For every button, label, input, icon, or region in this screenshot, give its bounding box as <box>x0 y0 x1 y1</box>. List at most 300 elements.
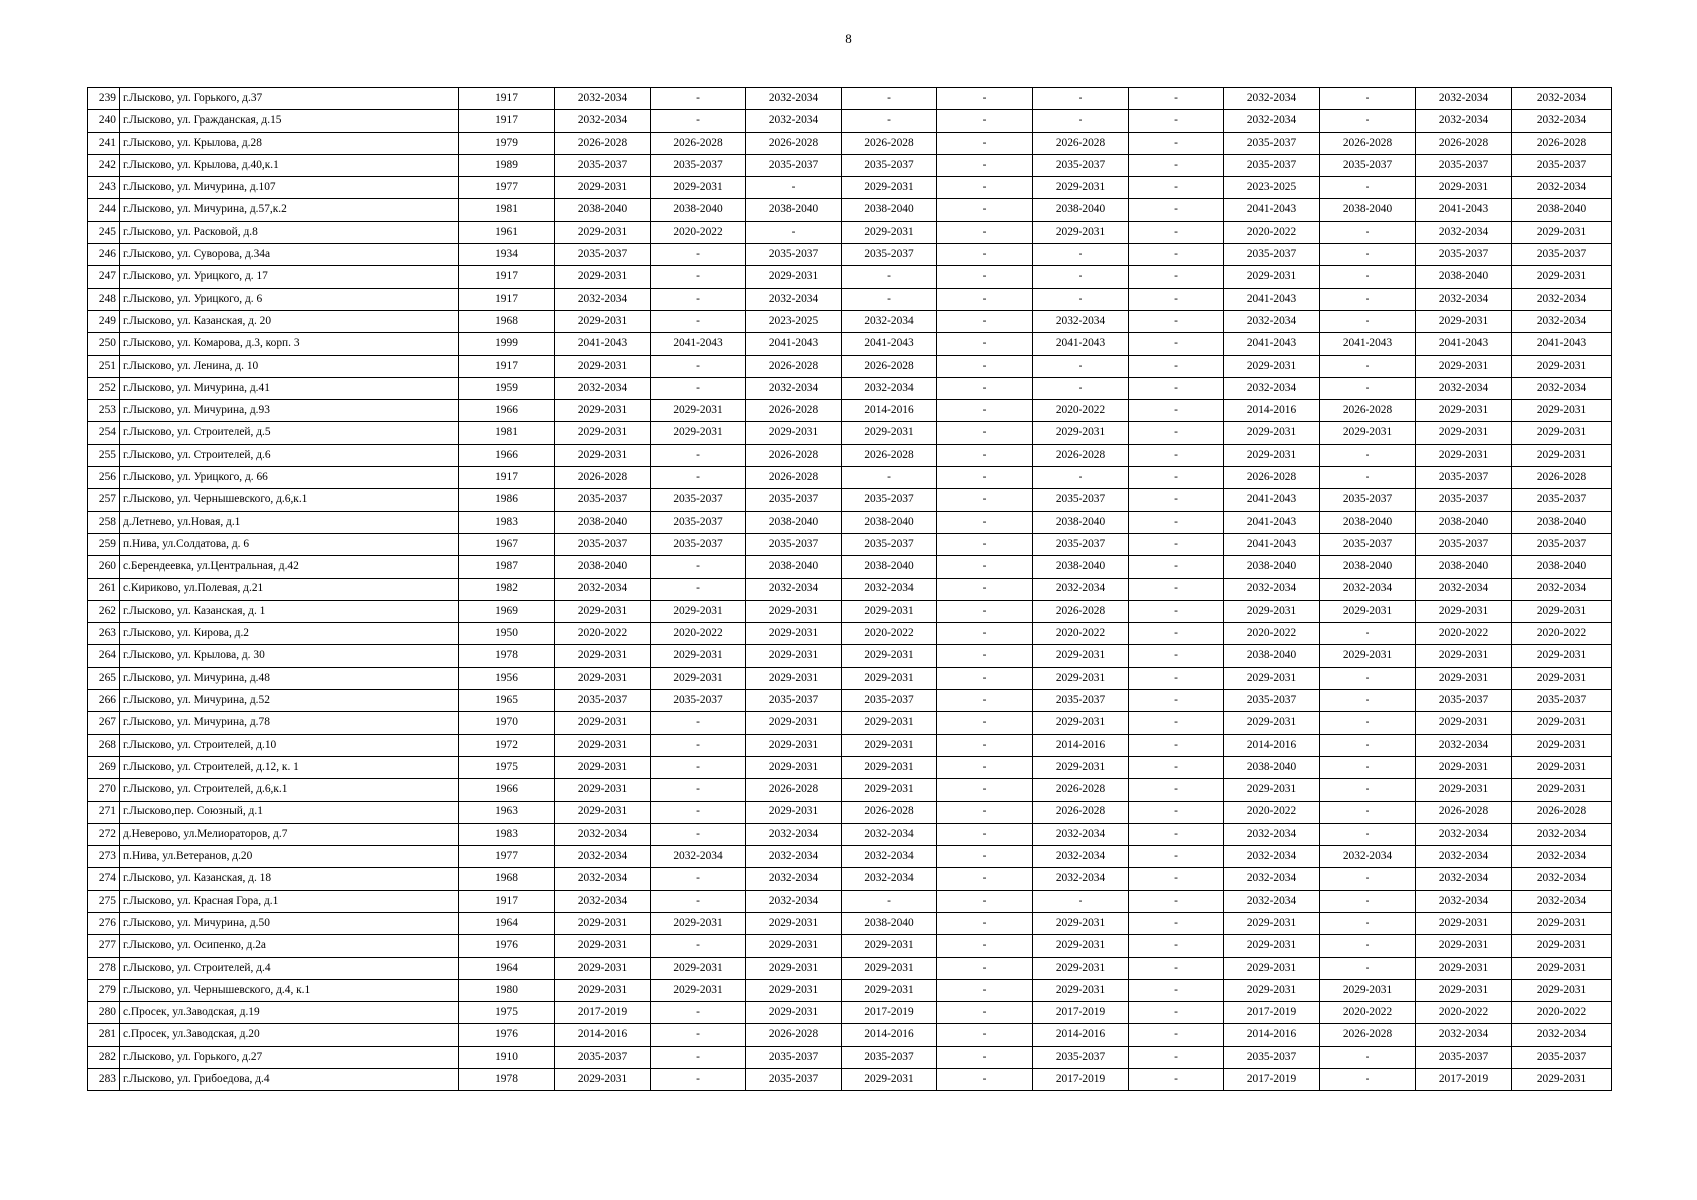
table-row <box>88 489 1612 511</box>
work-period-cell-4: 2029-2031 <box>842 957 937 979</box>
work-period-cell-11: 2032-2034 <box>1512 110 1612 132</box>
work-period-cell-2: - <box>651 734 746 756</box>
work-period-cell-2: - <box>651 823 746 845</box>
year-cell: 1977 <box>459 177 555 199</box>
work-period-cell-5: - <box>937 221 1033 243</box>
work-period-cell-11: 2029-2031 <box>1512 422 1612 444</box>
year-cell: 1980 <box>459 979 555 1001</box>
work-period-cell-3: 2035-2037 <box>746 1046 842 1068</box>
table-row <box>88 912 1612 934</box>
work-period-cell-7: - <box>1129 310 1224 332</box>
work-period-cell-6: 2032-2034 <box>1033 578 1129 600</box>
work-period-cell-7: - <box>1129 221 1224 243</box>
work-period-cell-2: 2026-2028 <box>651 132 746 154</box>
year-cell: 1981 <box>459 422 555 444</box>
work-period-cell-8: 2026-2028 <box>1224 467 1320 489</box>
work-period-cell-7: - <box>1129 288 1224 310</box>
work-period-cell-6: 2035-2037 <box>1033 154 1129 176</box>
work-period-cell-5: - <box>937 110 1033 132</box>
work-period-cell-4: 2026-2028 <box>842 355 937 377</box>
work-period-cell-7: - <box>1129 846 1224 868</box>
row-number-cell: 277 <box>88 935 120 957</box>
work-period-cell-8: 2032-2034 <box>1224 377 1320 399</box>
work-period-cell-11: 2029-2031 <box>1512 645 1612 667</box>
row-number-cell: 257 <box>88 489 120 511</box>
work-period-cell-3: 2032-2034 <box>746 578 842 600</box>
table-row <box>88 734 1612 756</box>
work-period-cell-6: 2035-2037 <box>1033 533 1129 555</box>
work-period-cell-1: 2029-2031 <box>555 221 651 243</box>
table-row <box>88 712 1612 734</box>
year-cell: 1986 <box>459 489 555 511</box>
work-period-cell-2: 2035-2037 <box>651 690 746 712</box>
work-period-cell-4: 2032-2034 <box>842 868 937 890</box>
work-period-cell-8: 2035-2037 <box>1224 132 1320 154</box>
work-period-cell-7: - <box>1129 734 1224 756</box>
work-period-cell-7: - <box>1129 979 1224 1001</box>
year-cell: 1982 <box>459 578 555 600</box>
work-period-cell-6: 2032-2034 <box>1033 310 1129 332</box>
work-period-cell-1: 2029-2031 <box>555 712 651 734</box>
work-period-cell-3: 2035-2037 <box>746 533 842 555</box>
work-period-cell-4: - <box>842 288 937 310</box>
work-period-cell-4: 2029-2031 <box>842 935 937 957</box>
work-period-cell-11: 2038-2040 <box>1512 556 1612 578</box>
row-number-cell: 247 <box>88 266 120 288</box>
work-period-cell-4: 2026-2028 <box>842 444 937 466</box>
address-cell: г.Лысково, ул. Мичурина, д.48 <box>120 667 459 689</box>
work-period-cell-1: 2032-2034 <box>555 890 651 912</box>
work-period-cell-4: 2029-2031 <box>842 645 937 667</box>
work-period-cell-2: 2035-2037 <box>651 511 746 533</box>
work-period-cell-6: 2017-2019 <box>1033 1069 1129 1091</box>
work-period-cell-3: - <box>746 177 842 199</box>
work-period-cell-7: - <box>1129 556 1224 578</box>
work-period-cell-5: - <box>937 132 1033 154</box>
work-period-cell-3: 2032-2034 <box>746 868 842 890</box>
work-period-cell-1: 2029-2031 <box>555 734 651 756</box>
table-row <box>88 288 1612 310</box>
work-period-cell-8: 2038-2040 <box>1224 645 1320 667</box>
work-period-cell-8: 2023-2025 <box>1224 177 1320 199</box>
work-period-cell-9: - <box>1320 935 1416 957</box>
work-period-cell-8: 2032-2034 <box>1224 110 1320 132</box>
table-row <box>88 266 1612 288</box>
table-row <box>88 1069 1612 1091</box>
work-period-cell-2: 2035-2037 <box>651 489 746 511</box>
work-period-cell-11: 2029-2031 <box>1512 444 1612 466</box>
work-period-cell-9: 2029-2031 <box>1320 600 1416 622</box>
work-period-cell-5: - <box>937 511 1033 533</box>
work-period-cell-3: 2029-2031 <box>746 957 842 979</box>
year-cell: 1917 <box>459 467 555 489</box>
table-row <box>88 979 1612 1001</box>
work-period-cell-9: - <box>1320 288 1416 310</box>
work-period-cell-2: - <box>651 890 746 912</box>
work-period-cell-4: 2035-2037 <box>842 489 937 511</box>
work-period-cell-5: - <box>937 846 1033 868</box>
work-period-cell-9: 2032-2034 <box>1320 846 1416 868</box>
work-period-cell-3: 2029-2031 <box>746 801 842 823</box>
work-period-cell-4: 2029-2031 <box>842 979 937 1001</box>
work-period-cell-7: - <box>1129 266 1224 288</box>
work-period-cell-6: 2029-2031 <box>1033 912 1129 934</box>
work-period-cell-7: - <box>1129 444 1224 466</box>
row-number-cell: 246 <box>88 244 120 266</box>
row-number-cell: 255 <box>88 444 120 466</box>
work-period-cell-4: 2035-2037 <box>842 690 937 712</box>
row-number-cell: 261 <box>88 578 120 600</box>
work-period-cell-4: - <box>842 88 937 110</box>
work-period-cell-11: 2026-2028 <box>1512 132 1612 154</box>
row-number-cell: 265 <box>88 667 120 689</box>
work-period-cell-9: - <box>1320 110 1416 132</box>
work-period-cell-6: 2029-2031 <box>1033 645 1129 667</box>
table-row <box>88 823 1612 845</box>
work-period-cell-11: 2029-2031 <box>1512 756 1612 778</box>
work-period-cell-11: 2032-2034 <box>1512 288 1612 310</box>
table-row <box>88 578 1612 600</box>
work-period-cell-5: - <box>937 444 1033 466</box>
table-row <box>88 868 1612 890</box>
table-row <box>88 244 1612 266</box>
work-period-cell-7: - <box>1129 823 1224 845</box>
work-period-cell-2: 2035-2037 <box>651 154 746 176</box>
address-cell: г.Лысково, ул. Крылова, д. 30 <box>120 645 459 667</box>
work-period-cell-3: 2035-2037 <box>746 690 842 712</box>
work-period-cell-10: 2026-2028 <box>1416 801 1512 823</box>
work-period-cell-5: - <box>937 712 1033 734</box>
address-cell: г.Лысково, ул. Урицкого, д. 6 <box>120 288 459 310</box>
work-period-cell-6: 2029-2031 <box>1033 935 1129 957</box>
work-period-cell-5: - <box>937 756 1033 778</box>
address-cell: г.Лысково, ул. Мичурина, д.107 <box>120 177 459 199</box>
year-cell: 1978 <box>459 1069 555 1091</box>
work-period-cell-10: 2029-2031 <box>1416 712 1512 734</box>
work-period-cell-5: - <box>937 467 1033 489</box>
work-period-cell-2: 2029-2031 <box>651 957 746 979</box>
work-period-cell-6: - <box>1033 377 1129 399</box>
work-period-cell-4: 2038-2040 <box>842 912 937 934</box>
work-period-cell-3: 2029-2031 <box>746 734 842 756</box>
work-period-cell-2: 2029-2031 <box>651 422 746 444</box>
address-cell: г.Лысково, ул. Строителей, д.12, к. 1 <box>120 756 459 778</box>
table-row <box>88 88 1612 110</box>
work-period-cell-7: - <box>1129 623 1224 645</box>
table-row <box>88 355 1612 377</box>
table-row <box>88 779 1612 801</box>
work-period-cell-2: - <box>651 1069 746 1091</box>
work-period-cell-3: - <box>746 221 842 243</box>
work-period-cell-9: - <box>1320 756 1416 778</box>
work-period-cell-7: - <box>1129 400 1224 422</box>
address-cell: г.Лысково, ул. Мичурина, д.52 <box>120 690 459 712</box>
address-cell: г.Лысково, ул. Мичурина, д.41 <box>120 377 459 399</box>
year-cell: 1950 <box>459 623 555 645</box>
work-period-cell-5: - <box>937 823 1033 845</box>
work-period-cell-1: 2032-2034 <box>555 846 651 868</box>
work-period-cell-1: 2029-2031 <box>555 957 651 979</box>
work-period-cell-4: - <box>842 110 937 132</box>
work-period-cell-4: 2038-2040 <box>842 199 937 221</box>
table-row <box>88 310 1612 332</box>
work-period-cell-6: 2026-2028 <box>1033 779 1129 801</box>
work-period-cell-6: 2026-2028 <box>1033 600 1129 622</box>
work-period-cell-3: 2026-2028 <box>746 1024 842 1046</box>
row-number-cell: 269 <box>88 756 120 778</box>
work-period-cell-1: 2032-2034 <box>555 823 651 845</box>
work-period-cell-6: 2035-2037 <box>1033 1046 1129 1068</box>
address-cell: г.Лысково, ул. Крылова, д.40,к.1 <box>120 154 459 176</box>
work-period-cell-4: 2017-2019 <box>842 1002 937 1024</box>
work-period-cell-6: 2020-2022 <box>1033 623 1129 645</box>
table-row <box>88 533 1612 555</box>
work-period-cell-1: 2029-2031 <box>555 667 651 689</box>
work-period-cell-6: 2032-2034 <box>1033 823 1129 845</box>
work-period-cell-6: 2029-2031 <box>1033 712 1129 734</box>
work-period-cell-9: 2041-2043 <box>1320 333 1416 355</box>
work-period-cell-4: 2020-2022 <box>842 623 937 645</box>
work-period-cell-2: - <box>651 444 746 466</box>
work-period-cell-10: 2035-2037 <box>1416 533 1512 555</box>
work-period-cell-5: - <box>937 244 1033 266</box>
year-cell: 1964 <box>459 957 555 979</box>
work-period-cell-10: 2029-2031 <box>1416 444 1512 466</box>
work-period-cell-7: - <box>1129 690 1224 712</box>
year-cell: 1976 <box>459 1024 555 1046</box>
address-cell: г.Лысково, ул. Горького, д.37 <box>120 88 459 110</box>
work-period-cell-10: 2032-2034 <box>1416 110 1512 132</box>
work-period-cell-6: - <box>1033 244 1129 266</box>
work-period-cell-6: - <box>1033 266 1129 288</box>
address-cell: г.Лысково, ул. Расковой, д.8 <box>120 221 459 243</box>
year-cell: 1910 <box>459 1046 555 1068</box>
work-period-cell-9: 2020-2022 <box>1320 1002 1416 1024</box>
work-period-cell-9: 2035-2037 <box>1320 154 1416 176</box>
work-period-cell-3: 2032-2034 <box>746 377 842 399</box>
work-period-cell-2: 2029-2031 <box>651 667 746 689</box>
work-period-cell-7: - <box>1129 1046 1224 1068</box>
work-period-cell-2: - <box>651 1046 746 1068</box>
work-period-cell-10: 2029-2031 <box>1416 957 1512 979</box>
year-cell: 1970 <box>459 712 555 734</box>
work-period-cell-6: - <box>1033 110 1129 132</box>
work-period-cell-10: 2032-2034 <box>1416 377 1512 399</box>
work-period-cell-10: 2029-2031 <box>1416 667 1512 689</box>
work-period-cell-1: 2029-2031 <box>555 912 651 934</box>
work-period-cell-4: 2029-2031 <box>842 667 937 689</box>
work-period-cell-5: - <box>937 154 1033 176</box>
work-period-cell-2: - <box>651 578 746 600</box>
row-number-cell: 274 <box>88 868 120 890</box>
work-period-cell-9: 2029-2031 <box>1320 422 1416 444</box>
table-row <box>88 890 1612 912</box>
work-period-cell-5: - <box>937 600 1033 622</box>
work-period-cell-1: 2035-2037 <box>555 1046 651 1068</box>
work-period-cell-3: 2026-2028 <box>746 779 842 801</box>
work-period-cell-8: 2029-2031 <box>1224 935 1320 957</box>
work-period-cell-3: 2029-2031 <box>746 935 842 957</box>
work-period-cell-5: - <box>937 890 1033 912</box>
row-number-cell: 241 <box>88 132 120 154</box>
work-period-cell-11: 2038-2040 <box>1512 511 1612 533</box>
work-period-cell-4: 2029-2031 <box>842 734 937 756</box>
work-period-cell-9: - <box>1320 623 1416 645</box>
row-number-cell: 282 <box>88 1046 120 1068</box>
work-period-cell-11: 2029-2031 <box>1512 957 1612 979</box>
work-period-cell-8: 2038-2040 <box>1224 556 1320 578</box>
work-period-cell-1: 2032-2034 <box>555 110 651 132</box>
address-cell: г.Лысково, ул. Казанская, д. 18 <box>120 868 459 890</box>
work-period-cell-10: 2038-2040 <box>1416 511 1512 533</box>
work-period-cell-10: 2020-2022 <box>1416 1002 1512 1024</box>
work-period-cell-9: - <box>1320 712 1416 734</box>
work-period-cell-9: 2038-2040 <box>1320 199 1416 221</box>
work-period-cell-9: - <box>1320 890 1416 912</box>
row-number-cell: 260 <box>88 556 120 578</box>
work-period-cell-1: 2032-2034 <box>555 578 651 600</box>
work-period-cell-6: 2026-2028 <box>1033 132 1129 154</box>
work-period-cell-6: 2020-2022 <box>1033 400 1129 422</box>
work-period-cell-4: 2035-2037 <box>842 533 937 555</box>
work-period-cell-3: 2029-2031 <box>746 266 842 288</box>
year-cell: 1963 <box>459 801 555 823</box>
work-period-cell-11: 2035-2037 <box>1512 154 1612 176</box>
work-period-cell-1: 2029-2031 <box>555 600 651 622</box>
work-period-cell-6: - <box>1033 88 1129 110</box>
work-period-cell-4: 2038-2040 <box>842 511 937 533</box>
work-period-cell-4: 2032-2034 <box>842 377 937 399</box>
work-period-cell-6: 2026-2028 <box>1033 801 1129 823</box>
work-period-cell-2: 2038-2040 <box>651 199 746 221</box>
work-period-cell-6: 2029-2031 <box>1033 221 1129 243</box>
work-period-cell-5: - <box>937 333 1033 355</box>
table-row <box>88 511 1612 533</box>
year-cell: 1977 <box>459 846 555 868</box>
work-period-cell-1: 2029-2031 <box>555 310 651 332</box>
work-period-cell-11: 2035-2037 <box>1512 244 1612 266</box>
work-period-cell-11: 2029-2031 <box>1512 979 1612 1001</box>
address-cell: г.Лысково, ул. Грибоедова, д.4 <box>120 1069 459 1091</box>
row-number-cell: 239 <box>88 88 120 110</box>
work-period-cell-3: 2038-2040 <box>746 511 842 533</box>
year-cell: 1959 <box>459 377 555 399</box>
work-period-cell-2: - <box>651 1002 746 1024</box>
address-cell: г.Лысково, ул. Мичурина, д.78 <box>120 712 459 734</box>
work-period-cell-11: 2032-2034 <box>1512 890 1612 912</box>
work-period-cell-7: - <box>1129 154 1224 176</box>
table-row <box>88 1046 1612 1068</box>
row-number-cell: 254 <box>88 422 120 444</box>
work-period-cell-6: - <box>1033 467 1129 489</box>
work-period-cell-2: - <box>651 756 746 778</box>
address-cell: г.Лысково, ул. Гражданская, д.15 <box>120 110 459 132</box>
work-period-cell-11: 2029-2031 <box>1512 935 1612 957</box>
work-period-cell-7: - <box>1129 779 1224 801</box>
work-period-cell-4: 2032-2034 <box>842 846 937 868</box>
work-period-cell-11: 2020-2022 <box>1512 1002 1612 1024</box>
work-period-cell-10: 2032-2034 <box>1416 846 1512 868</box>
work-period-cell-6: - <box>1033 355 1129 377</box>
work-period-cell-2: - <box>651 779 746 801</box>
work-period-cell-1: 2029-2031 <box>555 801 651 823</box>
work-period-cell-2: 2029-2031 <box>651 400 746 422</box>
row-number-cell: 276 <box>88 912 120 934</box>
work-period-cell-5: - <box>937 377 1033 399</box>
row-number-cell: 240 <box>88 110 120 132</box>
year-cell: 1968 <box>459 868 555 890</box>
row-number-cell: 275 <box>88 890 120 912</box>
work-period-cell-2: - <box>651 244 746 266</box>
work-period-cell-8: 2014-2016 <box>1224 1024 1320 1046</box>
work-period-cell-11: 2029-2031 <box>1512 712 1612 734</box>
work-period-cell-7: - <box>1129 868 1224 890</box>
work-period-cell-3: 2035-2037 <box>746 154 842 176</box>
row-number-cell: 245 <box>88 221 120 243</box>
work-period-cell-3: 2032-2034 <box>746 88 842 110</box>
work-period-cell-10: 2026-2028 <box>1416 132 1512 154</box>
work-period-cell-4: 2032-2034 <box>842 310 937 332</box>
work-period-cell-8: 2032-2034 <box>1224 310 1320 332</box>
work-period-cell-3: 2041-2043 <box>746 333 842 355</box>
year-cell: 1917 <box>459 355 555 377</box>
row-number-cell: 259 <box>88 533 120 555</box>
work-period-cell-8: 2029-2031 <box>1224 957 1320 979</box>
work-period-cell-4: 2014-2016 <box>842 1024 937 1046</box>
work-period-cell-2: 2041-2043 <box>651 333 746 355</box>
row-number-cell: 250 <box>88 333 120 355</box>
work-period-cell-1: 2029-2031 <box>555 266 651 288</box>
work-period-cell-2: - <box>651 467 746 489</box>
work-period-cell-3: 2032-2034 <box>746 823 842 845</box>
work-period-cell-1: 2038-2040 <box>555 556 651 578</box>
work-period-cell-10: 2032-2034 <box>1416 88 1512 110</box>
work-period-cell-9: - <box>1320 823 1416 845</box>
work-period-cell-3: 2029-2031 <box>746 667 842 689</box>
work-period-cell-1: 2032-2034 <box>555 377 651 399</box>
table-row <box>88 400 1612 422</box>
address-cell: д.Неверово, ул.Мелиораторов, д.7 <box>120 823 459 845</box>
work-period-cell-10: 2035-2037 <box>1416 467 1512 489</box>
work-period-cell-7: - <box>1129 533 1224 555</box>
row-number-cell: 264 <box>88 645 120 667</box>
work-period-cell-2: 2020-2022 <box>651 221 746 243</box>
work-period-cell-11: 2029-2031 <box>1512 400 1612 422</box>
work-period-cell-8: 2014-2016 <box>1224 400 1320 422</box>
work-period-cell-6: 2035-2037 <box>1033 690 1129 712</box>
work-period-cell-6: 2038-2040 <box>1033 556 1129 578</box>
work-period-cell-2: - <box>651 110 746 132</box>
address-cell: г.Лысково, ул. Крылова, д.28 <box>120 132 459 154</box>
year-cell: 1979 <box>459 132 555 154</box>
work-period-cell-1: 2026-2028 <box>555 132 651 154</box>
work-period-cell-7: - <box>1129 935 1224 957</box>
work-period-cell-9: - <box>1320 221 1416 243</box>
work-period-cell-2: - <box>651 712 746 734</box>
row-number-cell: 256 <box>88 467 120 489</box>
work-period-cell-8: 2035-2037 <box>1224 690 1320 712</box>
table-row <box>88 846 1612 868</box>
work-period-cell-8: 2041-2043 <box>1224 333 1320 355</box>
work-period-cell-5: - <box>937 199 1033 221</box>
work-period-cell-9: 2026-2028 <box>1320 132 1416 154</box>
work-period-cell-9: - <box>1320 690 1416 712</box>
work-period-cell-11: 2032-2034 <box>1512 310 1612 332</box>
work-period-cell-10: 2032-2034 <box>1416 890 1512 912</box>
work-period-cell-8: 2041-2043 <box>1224 489 1320 511</box>
work-period-cell-6: 2038-2040 <box>1033 511 1129 533</box>
work-period-cell-3: 2026-2028 <box>746 444 842 466</box>
